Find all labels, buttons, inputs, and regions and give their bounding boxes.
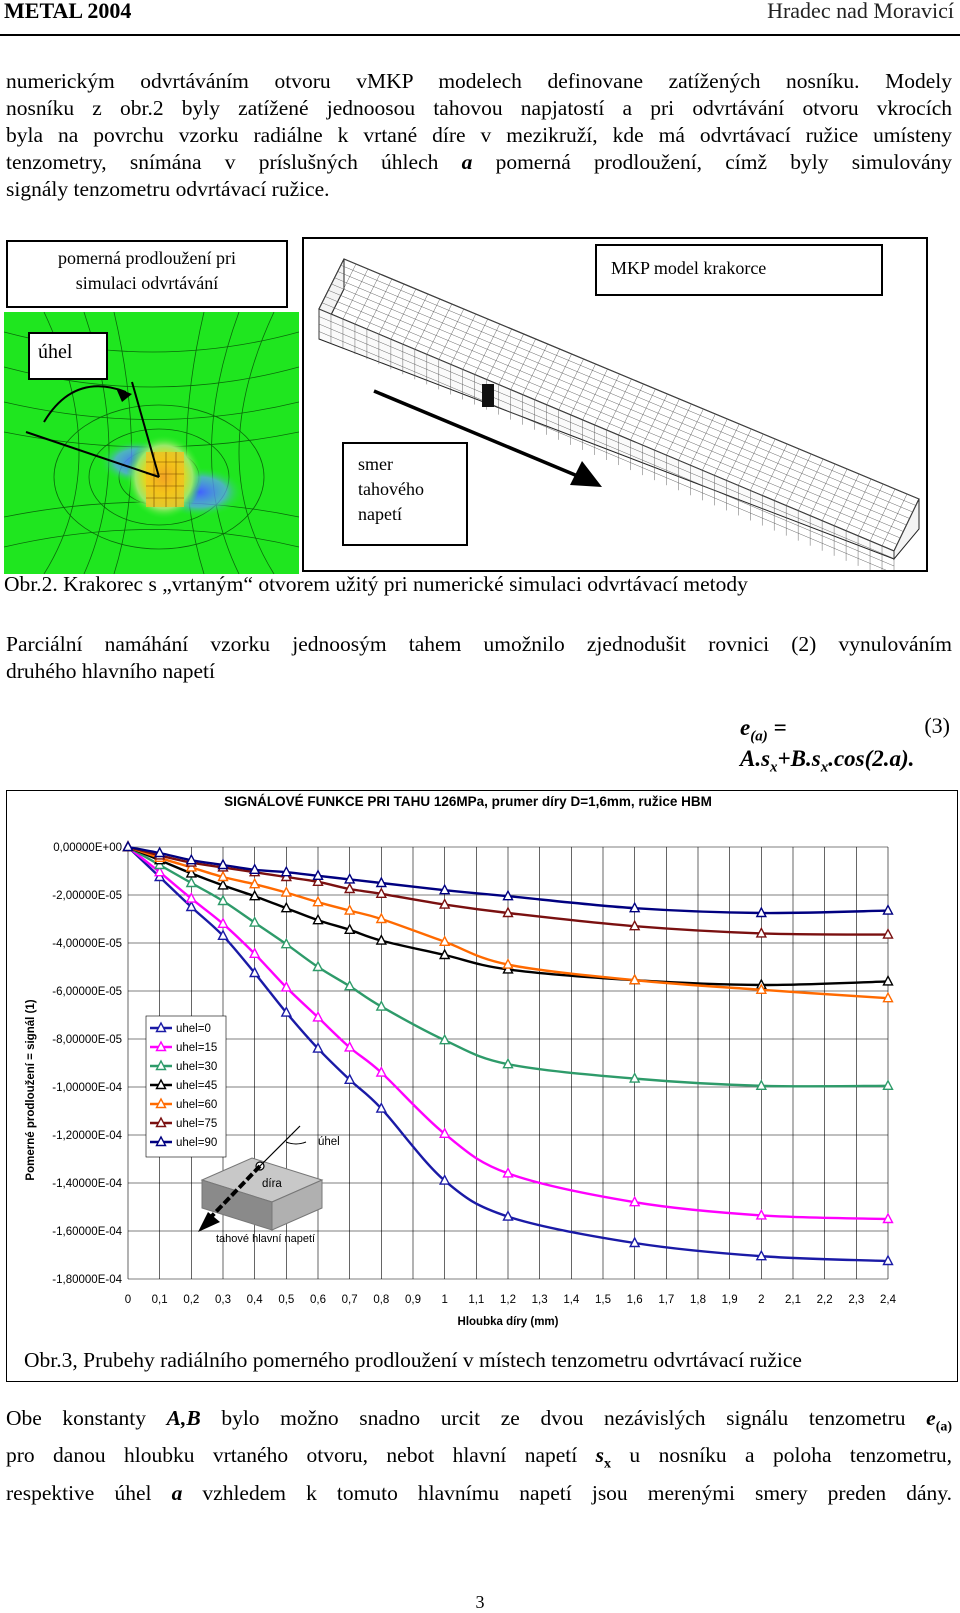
header-rule	[0, 34, 960, 36]
figure-2-caption: Obr.2. Krakorec s „vrtaným“ otvorem užitý pri numerické simulaci odvrtávací metody	[4, 572, 748, 596]
x-tick-label: 0,7	[341, 1294, 358, 1306]
y-tick-label: -1,20000E-04	[52, 1130, 122, 1142]
legend-label: uhel=75	[176, 1118, 218, 1130]
equation-number: (3)	[924, 713, 950, 738]
x-tick-label: 1,1	[468, 1294, 485, 1306]
paragraph-line: pro danou hloubku vrtaného otvoru, nebot hlavní napetí $s_x$ u nosníku a poloha tenzometru,	[6, 1443, 953, 1472]
equation-3: $e_{(a)} = A.s_x+B.s_x.\cos(2.a)$.	[740, 715, 915, 776]
y-tick-label: -2,00000E-05	[52, 890, 122, 902]
y-tick-label: -4,00000E-05	[52, 938, 122, 950]
x-tick-label: 0,9	[405, 1294, 421, 1306]
alpha-symbol: a	[461, 150, 473, 174]
x-tick-label: 1,3	[531, 1294, 548, 1306]
paragraph-line: Obe konstanty A,B bylo možno snadno urcit ze dvou nezávislých signálu tenzometru $e_{(a)}$	[6, 1406, 953, 1435]
inset-hole-label: díra	[262, 1178, 282, 1190]
y-tick-label: -8,00000E-05	[52, 1034, 122, 1046]
y-axis-label: Pomerné prodloužení = signál (1)	[25, 999, 37, 1181]
paragraph-line: numerickým odvrtáváním otvoru vMKP modelech definovane zatížených nosníku. Modely	[6, 69, 952, 93]
x-tick-label: 2,3	[848, 1294, 865, 1306]
chart-legend	[146, 1016, 226, 1157]
chart-title: SIGNÁLOVÉ FUNKCE PRI TAHU 126MPa, prumer díry D=1,6mm, ružice HBM	[224, 794, 712, 809]
conference-location: Hradec nad Moravicí	[767, 0, 954, 23]
journal-title: METAL 2004	[4, 0, 132, 23]
x-tick-label: 1,4	[563, 1294, 580, 1306]
x-tick-label: 2	[758, 1294, 765, 1306]
mkp-model-label: MKP model krakorce	[595, 244, 883, 296]
x-tick-label: 0	[124, 1294, 132, 1306]
x-tick-label: 2,4	[880, 1294, 896, 1306]
y-tick-label: -1,80000E-04	[52, 1274, 122, 1286]
inset-stress-label: tahové hlavní napetí	[216, 1233, 316, 1245]
paragraph-constants	[6, 1404, 952, 1507]
x-tick-label: 0,8	[373, 1294, 390, 1306]
paragraph-intro	[6, 68, 952, 203]
x-tick-label: 0,3	[215, 1294, 231, 1306]
x-tick-label: 0,6	[310, 1294, 326, 1306]
x-tick-label: 1,7	[658, 1294, 675, 1306]
x-tick-label: 2,1	[785, 1294, 801, 1306]
inset-angle-label: úhel	[318, 1136, 340, 1148]
paragraph-line: signály tenzometru odvrtávací ružice.	[6, 177, 330, 201]
signal-functions-chart	[0, 780, 960, 1350]
paragraph-line: byla na povrchu vzorku radiálne k vrtané díre v mezikruží, kde má odvrtávací ružice umísteny	[6, 123, 952, 147]
paragraph-line: nosníku z obr.2 byly zatížené jednoosou tahovou napjatostí a pri odvrtávání otvoru vkrocích	[6, 96, 952, 120]
x-axis-ticks	[125, 1294, 897, 1306]
x-tick-label: 1,8	[690, 1294, 706, 1306]
paragraph-line: druhého hlavního napetí	[6, 659, 215, 683]
x-tick-label: 1,2	[500, 1294, 516, 1306]
paragraph-line: tenzometry, snímána v príslušných úhlech a pomerná prodloužení, címž byly simulovány	[6, 150, 953, 174]
x-axis-label: Hloubka díry (mm)	[457, 1316, 559, 1328]
x-tick-label: 0,1	[151, 1294, 168, 1306]
paragraph-line: respektive úhel a vzhledem k tomuto hlavnímu napetí jsou merenými smery preden dány.	[6, 1480, 953, 1505]
y-tick-label: -6,00000E-05	[52, 986, 122, 998]
legend-label: uhel=0	[176, 1023, 211, 1035]
x-tick-label: 0,5	[278, 1294, 295, 1306]
legend-label: uhel=30	[176, 1061, 218, 1073]
figure-3-caption: Obr.3, Prubehy radiálního pomerného prodloužení v místech tenzometru odvrtávací ružice	[24, 1348, 802, 1372]
data-point-marker	[124, 842, 133, 851]
page-number: 3	[475, 1592, 485, 1612]
legend-label: uhel=15	[176, 1042, 218, 1054]
y-tick-label: -1,40000E-04	[52, 1178, 122, 1190]
y-tick-label: -1,60000E-04	[52, 1226, 122, 1238]
stress-direction-label: smer tahového napetí	[342, 442, 468, 546]
y-tick-label: 0,00000E+00	[53, 842, 122, 854]
paragraph-line: Parciální namáhání vzorku jednoosým tahem umožnilo zjednodušit rovnici (2) vynulováním	[6, 632, 952, 656]
x-tick-label: 1	[441, 1294, 448, 1306]
x-tick-label: 1,6	[626, 1294, 643, 1306]
x-tick-label: 2,2	[816, 1294, 833, 1306]
x-tick-label: 1,9	[721, 1294, 738, 1306]
legend-label: uhel=45	[176, 1080, 218, 1092]
x-tick-label: 1,5	[595, 1294, 611, 1306]
angle-label: úhel	[28, 332, 108, 380]
legend-label: uhel=60	[176, 1099, 218, 1111]
x-tick-label: 0,2	[183, 1294, 200, 1306]
legend-label: uhel=90	[176, 1137, 218, 1149]
strain-simulation-label: pomerná prodloužení pri simulaci odvrtávání	[6, 240, 288, 308]
x-tick-label: 0,4	[246, 1294, 263, 1306]
y-tick-label: -1,00000E-04	[52, 1082, 122, 1094]
y-axis-ticks	[52, 842, 122, 1286]
paragraph-uniaxial	[6, 631, 952, 685]
